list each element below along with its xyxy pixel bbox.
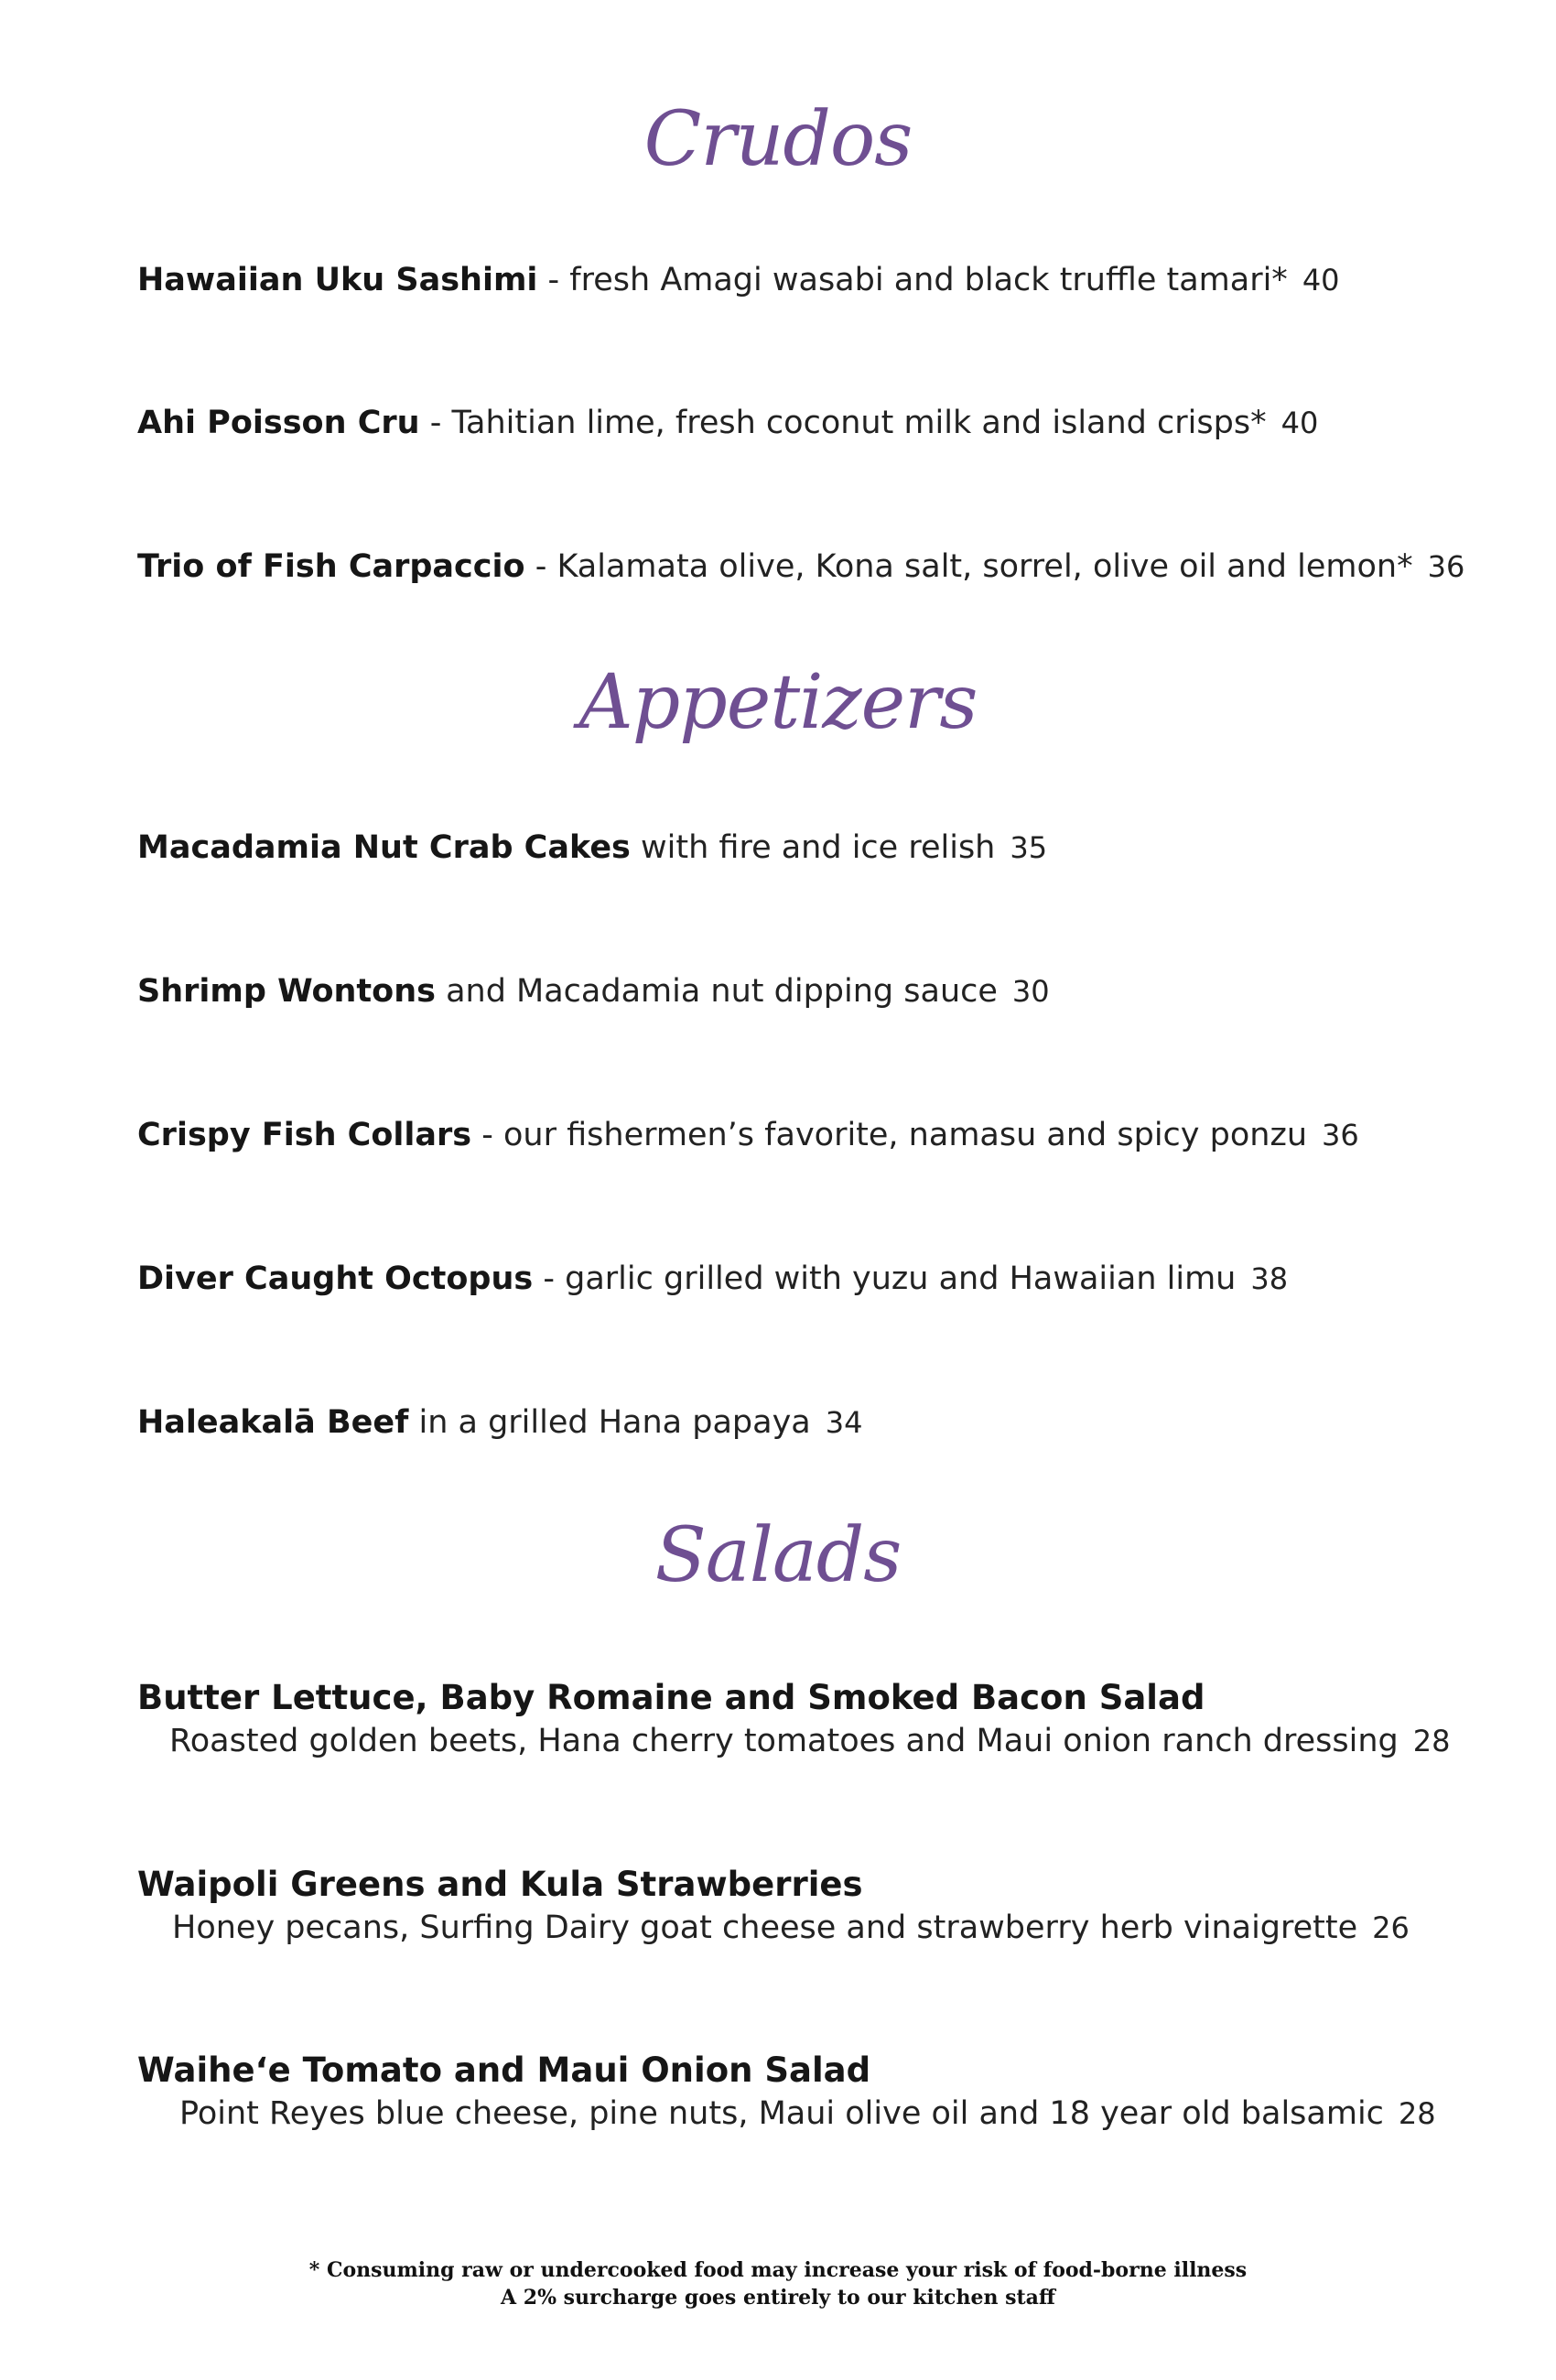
menu-item-crab-cakes: [137, 826, 1464, 870]
item-price: 28: [1398, 2096, 1436, 2131]
section-title-crudos: Crudos: [643, 96, 913, 183]
item-description: - Kalamata olive, Kona salt, sorrel, olive oil and lemon*: [524, 548, 1413, 585]
salad-description-waihee-tomato: [179, 2092, 1507, 2136]
footnote-raw-food-warning: * Consuming raw or undercooked food may increase your risk of food-borne illness: [308, 2258, 1248, 2282]
item-description: - fresh Amagi wasabi and black truffle tamari*: [537, 262, 1288, 298]
salad-description-butter-lettuce: [169, 1719, 1497, 1763]
item-price: 35: [1010, 830, 1048, 865]
item-name: Diver Caught Octopus: [137, 1260, 534, 1297]
item-name: Macadamia Nut Crab Cakes: [137, 829, 631, 866]
item-price: 36: [1322, 1118, 1359, 1152]
section-title-salads: Salads: [654, 1512, 902, 1599]
salad-name-waihee-tomato: Waihe‘e Tomato and Maui Onion Salad: [137, 2050, 871, 2090]
item-description: in a grilled Hana papaya: [408, 1404, 811, 1441]
item-price: 28: [1412, 1724, 1451, 1758]
item-price: 34: [825, 1405, 863, 1440]
menu-item-fish-collars: [137, 1113, 1464, 1157]
item-description: - garlic grilled with yuzu and Hawaiian limu: [533, 1260, 1237, 1297]
footnote-surcharge: A 2% surcharge goes entirely to our kitchen staff: [501, 2286, 1055, 2310]
salad-description-waipoli-greens: [172, 1906, 1499, 1950]
item-name: Shrimp Wontons: [137, 973, 436, 1010]
item-price: 26: [1372, 1910, 1410, 1945]
item-description: - Tahitian lime, fresh coconut milk and island crisps*: [419, 405, 1267, 441]
menu-item-uku-sashimi: [137, 258, 1464, 302]
item-price: 30: [1011, 974, 1050, 1009]
item-name: Hawaiian Uku Sashimi: [137, 262, 538, 298]
menu-item-poisson-cru: [137, 401, 1464, 445]
salad-name-waipoli-greens: Waipoli Greens and Kula Strawberries: [137, 1865, 863, 1904]
item-price: 38: [1250, 1261, 1289, 1296]
item-name: Trio of Fish Carpaccio: [137, 548, 525, 585]
menu-item-haleakala-beef: [137, 1401, 1464, 1444]
item-description: - our fishermen’s favorite, namasu and spicy ponzu: [471, 1117, 1307, 1153]
item-price: 36: [1427, 549, 1465, 584]
item-name: Haleakalā Beef: [137, 1404, 409, 1441]
item-price: 40: [1280, 406, 1319, 440]
item-description: and Macadamia nut dipping sauce: [435, 973, 998, 1010]
menu-item-fish-carpaccio: [137, 545, 1464, 589]
item-price: 40: [1302, 263, 1340, 298]
item-name: Crispy Fish Collars: [137, 1117, 472, 1153]
item-description: Honey pecans, Surfing Dairy goat cheese and strawberry herb vinaigrette: [172, 1909, 1358, 1946]
item-description: Point Reyes blue cheese, pine nuts, Maui olive oil and 18 year old balsamic: [179, 2095, 1384, 2132]
salad-name-butter-lettuce: Butter Lettuce, Baby Romaine and Smoked Bacon Salad: [137, 1678, 1205, 1717]
menu-item-shrimp-wontons: [137, 969, 1464, 1013]
item-description: with fire and ice relish: [630, 829, 996, 866]
menu-item-octopus: [137, 1257, 1464, 1301]
item-name: Ahi Poisson Cru: [137, 405, 420, 441]
item-description: Roasted golden beets, Hana cherry tomatoes and Maui onion ranch dressing: [169, 1723, 1399, 1759]
section-title-appetizers: Appetizers: [578, 659, 978, 746]
